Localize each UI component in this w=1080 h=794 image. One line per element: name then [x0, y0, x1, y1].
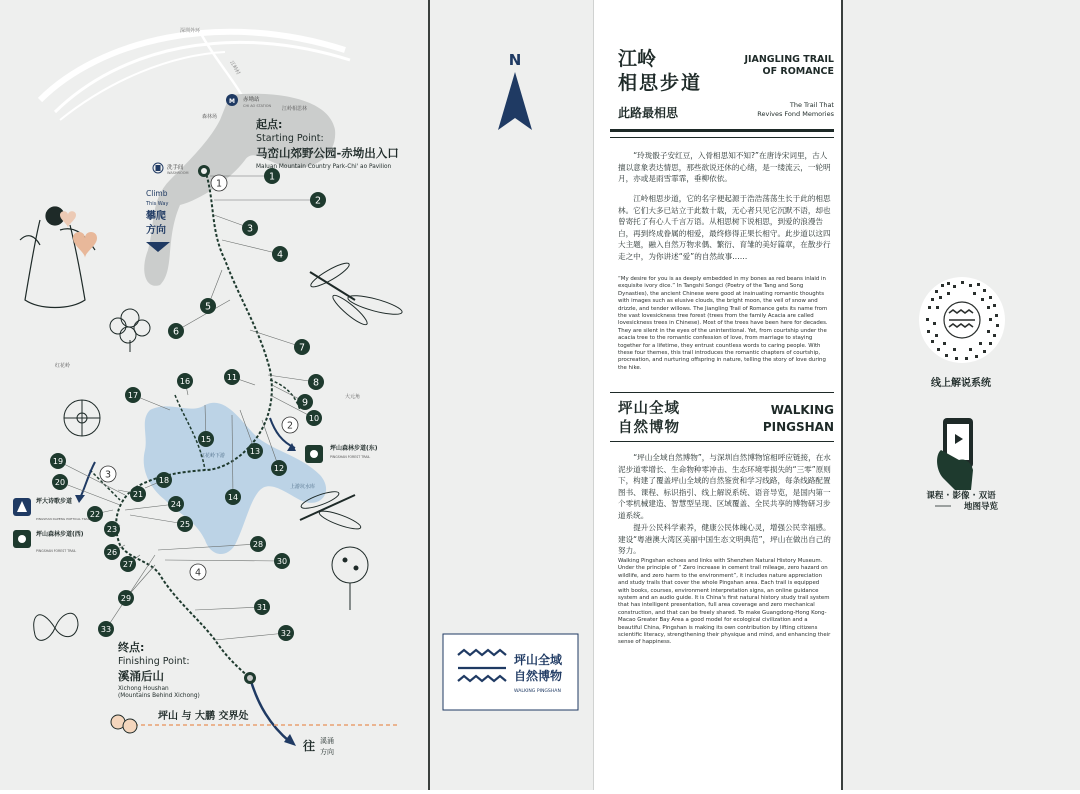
svg-text:7: 7 — [298, 342, 306, 354]
finish-label-en: Finishing Point: — [118, 656, 190, 667]
logo-en: WALKING PINGSHAN — [514, 689, 561, 694]
logo-cn2: 自然博物 — [514, 669, 563, 683]
right-svg — [843, 0, 1080, 790]
svg-text:2: 2 — [286, 420, 294, 432]
legend-poet-en: PINGSHAN DAPENG POETICAL TRAIL — [36, 517, 91, 521]
dragonfly-icon — [308, 260, 403, 328]
svg-text:1: 1 — [215, 178, 223, 190]
start-label-en: Starting Point: — [256, 133, 324, 144]
article2-rule-top — [610, 392, 834, 393]
logo-cn1: 坪山全域 — [514, 653, 563, 667]
waypoint-4[interactable] — [190, 564, 206, 580]
article2-title-en1: WALKING — [770, 403, 834, 417]
article1-en: “My desire for you is as deeply embedded in my bones as red beans inlaid in exquisite ivory dice.” In Tangshi Songci (Poetry of the Tang and Song Dynasties), the ancient Chinese were good at insinuating romantic thoughts with images such as elusive clouds, the bright moon, the veil of snow and drizzle, and tender willows. The Jiangling Trail of Romance gets its name from the vast lovesickness tree forest (trees from the family Acacia are called lovesickness trees in Chinese). Most of the trees have been here for decades. They are silent in the eyes of the unintentional. Yet, from courtship under the acacia tree to the romantic confession of love, from marriage to staying together for a lifetime, they entrust countless words to caring people. With these four themes, this trail introduces the romantic chapters of courtship, procreation, and nurturing offspring in nature, telling the story of love during the hike. — [618, 276, 828, 371]
legend-forest-west-en: PINGSHAN FOREST TRAIL — [36, 549, 77, 553]
svg-text:5: 5 — [204, 301, 212, 313]
checkpoint-28[interactable] — [250, 536, 266, 552]
legend-forest-east-cn: 坪山森林步道(东) — [330, 445, 378, 452]
svg-text:24: 24 — [170, 500, 182, 509]
svg-text:14: 14 — [227, 493, 239, 502]
checkpoint-32[interactable] — [278, 625, 294, 641]
boundary-label: 坪山 与 大鹏 交界处 — [158, 711, 249, 722]
article1-title-cn1: 江岭 — [618, 48, 657, 70]
start-name-en: Maluan Mountain Country Park-Chi' ao Pavilion — [256, 164, 392, 170]
towards-cn2: 溪涌 — [320, 737, 334, 745]
start-label-cn: 起点: — [256, 118, 283, 131]
checkpoint-27[interactable] — [120, 556, 136, 572]
fruit-tree-icon — [332, 547, 368, 610]
label-place6: 上游坑水库 — [290, 484, 316, 490]
svg-text:29: 29 — [120, 594, 132, 603]
checkpoint-11[interactable] — [224, 369, 240, 385]
checkpoint-33[interactable] — [98, 621, 114, 637]
legend-poet-cn: 坪大诗歌步道 — [36, 498, 73, 505]
svg-text:8: 8 — [312, 377, 320, 389]
article2-title-en2: PINGSHAN — [762, 420, 834, 434]
svg-text:M: M — [229, 98, 235, 105]
trail-map — [0, 0, 428, 790]
svg-text:10: 10 — [308, 414, 320, 423]
svg-text:19: 19 — [52, 457, 64, 466]
article2-para1: “坪山全域自然博物”，与深圳自然博物馆相呼应链接，在水泥步道零增长、生命物种零冲击、生态环境零损失的“三零”原则下，构建了覆盖坪山全域的自然鉴赏和学习线路，每条线路配置图书、课程、标识指引、线上解说系统、语音导览，是国内第一个零机械建造、智慧型呈现、区域覆盖、全民共享的博物研习步道系统。 — [618, 453, 831, 520]
start-name-cn: 马峦山郊野公园-赤坳出入口 — [256, 146, 399, 160]
checkpoint-7[interactable] — [294, 339, 310, 355]
article2-para2: 提升公民科学素养，健康公民体魄心灵，增强公民幸福感。建设“粤港澳大湾区美丽中国生态文明典范”，坪山在做出自己的努力。 — [618, 523, 831, 556]
checkpoint-9[interactable] — [297, 394, 313, 410]
svg-text:4: 4 — [194, 567, 202, 579]
svg-text:17: 17 — [127, 391, 139, 400]
svg-text:4: 4 — [276, 249, 284, 261]
article1-rule-bottom — [610, 137, 834, 138]
checkpoint-8[interactable] — [308, 374, 324, 390]
svg-text:11: 11 — [226, 373, 238, 382]
climb-cn1: 攀爬 — [146, 211, 166, 222]
svg-text:28: 28 — [252, 540, 264, 549]
article1-para2: 江岭相思步道，它的名字便起源于浩浩荡荡生长于此的相思林。它们大多已站立于此数十载，无心者只见它沉默不语，却也曾寄托了有心人千言万语。从相思树下说相思，到爱的浪漫告白，再到终成眷属的相爱，最终修得正果长相守。此步道以这四大主题，融入自然万物求偶、繁衍、育雏的美好篇章，在散步行走之中，为你讲述“爱”的自然故事…… — [618, 194, 831, 261]
checkpoint-17[interactable] — [125, 387, 141, 403]
label-place4: 大元角 — [345, 394, 361, 400]
label-place5: 红花岭下游 — [200, 453, 226, 459]
middle-panel — [430, 0, 593, 790]
checkpoint-13[interactable] — [247, 443, 263, 459]
towards-cn1: 往 — [303, 739, 316, 753]
finish-label-cn: 终点: — [118, 641, 145, 654]
label-place1: 江岭相思林 — [282, 106, 308, 112]
map-svg — [0, 0, 428, 790]
checkpoint-25[interactable] — [177, 516, 193, 532]
checkpoint-5[interactable] — [200, 298, 216, 314]
waypoint-1[interactable] — [211, 175, 227, 191]
article1-para1: “玲珑骰子安红豆，入骨相思知不知?”在唐诗宋词里，古人擅以意象表达情思，那些欲说还休的心绪，是一缕流云，一轮明月，亦或是雨雪霏霏，垂柳依依。 — [618, 151, 831, 184]
label-road2: 江岭村 — [228, 60, 241, 77]
svg-text:12: 12 — [273, 464, 285, 473]
station-chiao-cn: 赤坳站 — [243, 97, 260, 103]
article1-subtitle-en1: The Trail That — [789, 101, 834, 109]
svg-text:6: 6 — [172, 326, 180, 338]
svg-text:22: 22 — [89, 510, 101, 519]
article2-title-cn1: 坪山全域 — [618, 401, 680, 417]
checkpoint-14[interactable] — [225, 489, 241, 505]
checkpoint-19[interactable] — [50, 453, 66, 469]
svg-text:30: 30 — [276, 557, 288, 566]
label-top-road: 深圳外环 — [180, 28, 201, 34]
hibiscus-icon — [64, 400, 100, 436]
finish-name-en1: Xichong Houshan — [118, 686, 169, 692]
svg-text:32: 32 — [280, 629, 292, 638]
arrow-south — [250, 678, 290, 742]
checkpoint-3[interactable] — [242, 220, 258, 236]
article2-title-cn2: 自然博物 — [618, 420, 680, 436]
right-panel — [843, 0, 1080, 790]
highway-road — [40, 32, 345, 100]
heart-icon — [60, 211, 97, 258]
climb-en1: Climb — [146, 189, 168, 198]
svg-text:25: 25 — [179, 520, 191, 529]
washroom-en: WASHROOM — [167, 171, 189, 175]
svg-text:21: 21 — [132, 490, 144, 499]
article2-rule-mid — [610, 441, 834, 442]
hill-area — [144, 94, 335, 286]
finish-name-cn: 溪涌后山 — [118, 669, 164, 683]
checkpoint-29[interactable] — [118, 590, 134, 606]
washroom-cn: 洗手间 — [167, 165, 184, 171]
guide-line2: 地图导览 — [963, 502, 999, 512]
checkpoint-12[interactable] — [271, 460, 287, 476]
climb-en2: This Way — [146, 201, 169, 207]
svg-text:2: 2 — [314, 195, 322, 207]
station-chiao-en: CHI AO STATION — [243, 104, 272, 108]
waypoint-2[interactable] — [282, 417, 298, 433]
article2-en: Walking Pingshan echoes and links with Shenzhen Natural History Museum. Under the principle of “ Zero increase in cement trail mileage, zero hazard on wildlife, and zero harm to the environment”, it includes nature appreciation and study trails that cover the whole Pingshan area. Each trail is equipped with books, courses, environment interpretation signs, an online guidance system and an audio guide. It is China's first natural history study trail system that has intelligent presentation, full area coverage and zero mechanical construction, and that can be freely shared. To make Guangdong-Hong Kong-Macao Greater Bay Area a good model for ecological civilization and a beautiful China, Pingshan is making its own contribution by lifting citizens scientific literacy, strengthening their physique and mind, and enhancing their sense of happiness. — [618, 558, 831, 646]
label-place2: 森林场 — [202, 114, 218, 120]
checkpoint-2[interactable] — [310, 192, 326, 208]
svg-text:18: 18 — [158, 476, 170, 485]
svg-text:1: 1 — [268, 171, 276, 183]
svg-text:31: 31 — [256, 603, 268, 612]
svg-text:27: 27 — [122, 560, 134, 569]
svg-text:26: 26 — [106, 548, 118, 557]
middle-svg — [430, 0, 593, 790]
svg-text:3: 3 — [246, 223, 254, 235]
phone-guide-icon — [937, 418, 973, 490]
article1-title-cn2: 相思步道 — [618, 72, 703, 94]
butterfly-icon — [34, 613, 78, 640]
legend-forest-east-en: PINGSHAN FOREST TRAIL — [330, 455, 371, 459]
svg-text:3: 3 — [104, 469, 112, 481]
north-arrow-icon — [498, 72, 532, 130]
svg-text:20: 20 — [54, 478, 66, 487]
checkpoint-26[interactable] — [104, 544, 120, 560]
article-panel — [594, 0, 841, 790]
checkpoint-10[interactable] — [306, 410, 322, 426]
svg-text:16: 16 — [179, 377, 191, 386]
north-label: N — [508, 51, 522, 69]
checkpoint-18[interactable] — [156, 472, 172, 488]
checkpoint-20[interactable] — [52, 474, 68, 490]
article1-rule-top — [610, 129, 834, 132]
article1-title-en2: OF ROMANCE — [762, 66, 834, 77]
article1-subtitle-cn: 此路最相思 — [618, 106, 679, 120]
flower-tree-icon — [110, 309, 150, 352]
legend-forest-west-cn: 坪山森林步道(西) — [36, 531, 84, 538]
checkpoint-31[interactable] — [254, 599, 270, 615]
svg-text:23: 23 — [106, 525, 118, 534]
svg-text:13: 13 — [249, 447, 261, 456]
checkpoint-6[interactable] — [168, 323, 184, 339]
towards-cn3: 方向 — [320, 748, 334, 756]
couple-illustration — [20, 207, 95, 308]
guide-line1: 课程 · 影像 · 双语 — [926, 491, 996, 501]
qr-label: 线上解说系统 — [931, 378, 991, 389]
checkpoint-15[interactable] — [198, 431, 214, 447]
checkpoint-24[interactable] — [168, 496, 184, 512]
label-place3: 红花岭 — [55, 363, 71, 369]
trail-branch-east — [270, 380, 300, 410]
checkpoint-30[interactable] — [274, 553, 290, 569]
svg-text:9: 9 — [301, 397, 309, 409]
qr-code-icon[interactable] — [919, 277, 1005, 363]
checkpoint-16[interactable] — [177, 373, 193, 389]
svg-text:15: 15 — [200, 435, 212, 444]
fruit-icon — [111, 715, 137, 733]
svg-text:33: 33 — [100, 625, 112, 634]
finish-name-en2: (Mountains Behind Xichong) — [118, 693, 200, 699]
article1-title-en1: JIANGLING TRAIL — [744, 54, 834, 65]
waypoint-3[interactable] — [100, 466, 116, 482]
climb-cn2: 方向 — [146, 225, 166, 236]
checkpoint-23[interactable] — [104, 521, 120, 537]
checkpoint-21[interactable] — [130, 486, 146, 502]
checkpoint-4[interactable] — [272, 246, 288, 262]
checkpoint-1[interactable] — [264, 168, 280, 184]
article1-subtitle-en2: Revives Fond Memories — [757, 110, 834, 118]
